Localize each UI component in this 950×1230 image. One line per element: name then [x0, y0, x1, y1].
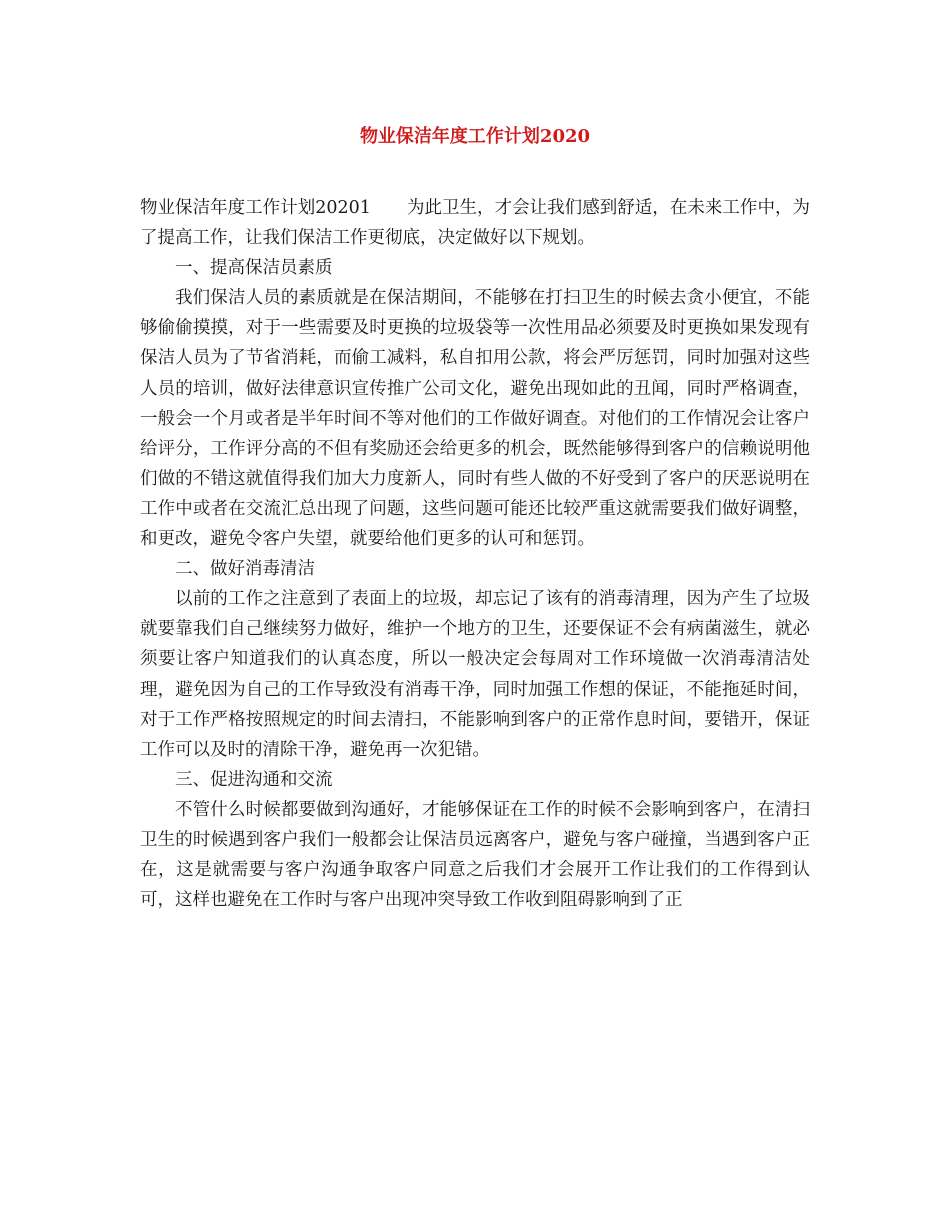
document-title: 物业保洁年度工作计划2020	[359, 126, 591, 147]
section-paragraph-3: 不管什么时候都要做到沟通好，才能够保证在工作的时候不会影响到客户，在清扫卫生的时候遇到客户我们一般都会让保洁员远离客户，避免与客户碰撞，当遇到客户正在，这是就需要与客户沟通争取客户同意之后我们才会展开工作让我们的工作得到认可，这样也避免在工作时与客户出现冲突导致工作收到阻碍影响到了正	[140, 799, 810, 911]
section-paragraph-2: 以前的工作之注意到了表面上的垃圾，却忘记了该有的消毒清理，因为产生了垃圾就要靠我们自己继续努力做好，维护一个地方的卫生，还要保证不会有病菌滋生，就必须要让客户知道我们的认真态度，所以一般决定会每周对工作环境做一次消毒清洁处理，避免因为自己的工作导致没有消毒干净，同时加强工作想的保证，不能拖延时间，对于工作严格按照规定的时间去清扫，不能影响到客户的正常作息时间，要错开，保证工作可以及时的清除干净，避免再一次犯错。	[140, 589, 810, 760]
intro-rest: 为此卫生，才会让我们感到舒适，在未来工作中，为了提高工作，让我们保洁工作更彻底，决定做好以下规划。	[140, 198, 810, 249]
document-body	[140, 193, 810, 915]
section-paragraph-1: 我们保洁人员的素质就是在保洁期间，不能够在打扫卫生的时候去贪小便宜，不能够偷偷摸摸，对于一些需要及时更换的垃圾袋等一次性用品必须要及时更换如果发现有保洁人员为了节省消耗，而偷工减料，私自扣用公款，将会严厉惩罚，同时加强对这些人员的培训，做好法律意识宣传推广公司文化，避免出现如此的丑闻，同时严格调查，一般会一个月或者是半年时间不等对他们的工作做好调查。对他们的工作情况会让客户给评分，工作评分高的不但有奖励还会给更多的机会，既然能够得到客户的信赖说明他们做的不错这就值得我们加大力度新人，同时有些人做的不好受到了客户的厌恶说明在工作中或者在交流汇总出现了问题，这些问题可能还比较严重这就需要我们做好调整，和更改，避免令客户失望，就要给他们更多的认可和惩罚。	[140, 288, 810, 550]
section-heading-3: 三、促进沟通和交流	[175, 769, 333, 790]
intro-lead: 物业保洁年度工作计划20201	[140, 198, 371, 218]
section-heading-2: 二、做好消毒清洁	[175, 559, 315, 580]
intro-paragraph	[140, 193, 810, 253]
section-heading-1: 一、提高保洁员素质	[175, 258, 333, 279]
